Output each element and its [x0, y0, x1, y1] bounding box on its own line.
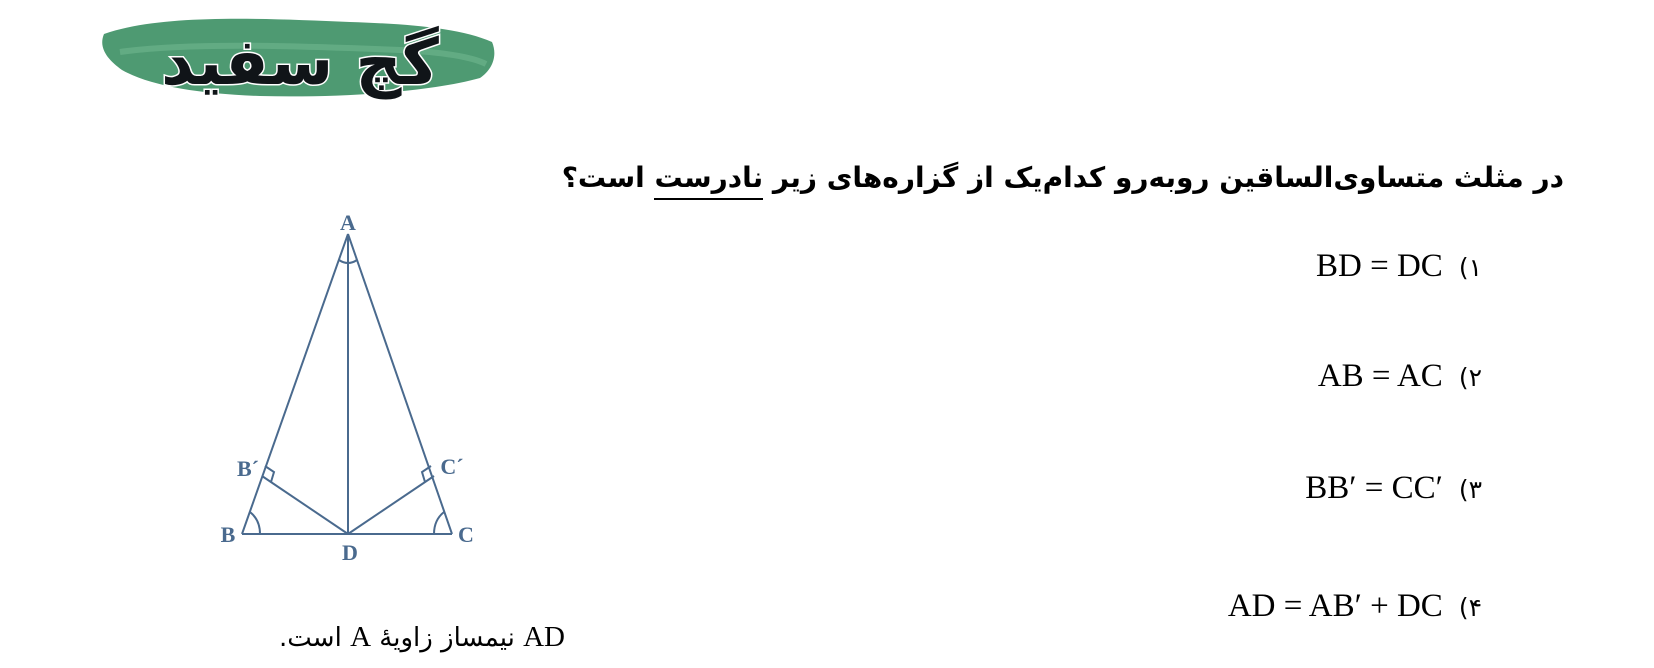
option-1-expression: BD = DC [1316, 248, 1443, 284]
angle-mark-b [250, 512, 260, 534]
caption-middle: نیمساز زاویهٔ [379, 623, 515, 653]
question-text [524, 158, 1564, 198]
triangle-svg [200, 208, 520, 578]
question-before: در مثلث متساوی‌الساقین روبه‌رو کدام‌یک از گزاره‌های زیر [772, 161, 1564, 194]
figure-caption [205, 620, 565, 655]
side-ac [348, 234, 452, 534]
option-4-expression: AD = AB′ + DC [1227, 588, 1443, 624]
option-4-number: (۴ [1458, 593, 1482, 622]
logo-text: گچ سفید [161, 26, 439, 100]
label-a: A [340, 210, 356, 235]
caption-end: است. [278, 623, 342, 653]
logo [100, 12, 500, 122]
question-after: است؟ [561, 161, 645, 194]
label-b-prime: B´ [237, 456, 259, 481]
caption-subject: AD [523, 621, 565, 653]
option-1 [1316, 246, 1482, 286]
option-1-number: (۱ [1458, 253, 1482, 282]
perpendicular-db-prime [262, 476, 348, 534]
caption-angle: A [350, 621, 372, 653]
option-3-number: (۳ [1458, 475, 1482, 504]
perpendicular-dc-prime [348, 476, 434, 534]
option-4 [1228, 586, 1482, 626]
triangle-figure [200, 208, 520, 578]
option-2-expression: AB = AC [1317, 358, 1443, 394]
label-c: C [458, 522, 474, 547]
logo-graphic [100, 12, 500, 122]
option-2-number: (۲ [1458, 363, 1482, 392]
label-b: B [220, 522, 236, 547]
question-underlined-word: نادرست [654, 161, 763, 200]
label-c-prime: C´ [440, 454, 464, 479]
label-d: D [342, 540, 358, 565]
option-3 [1305, 468, 1482, 508]
angle-mark-c [434, 512, 444, 534]
side-ab [242, 234, 348, 534]
option-2 [1318, 356, 1482, 396]
option-3-expression: BB′ = CC′ [1305, 470, 1443, 506]
